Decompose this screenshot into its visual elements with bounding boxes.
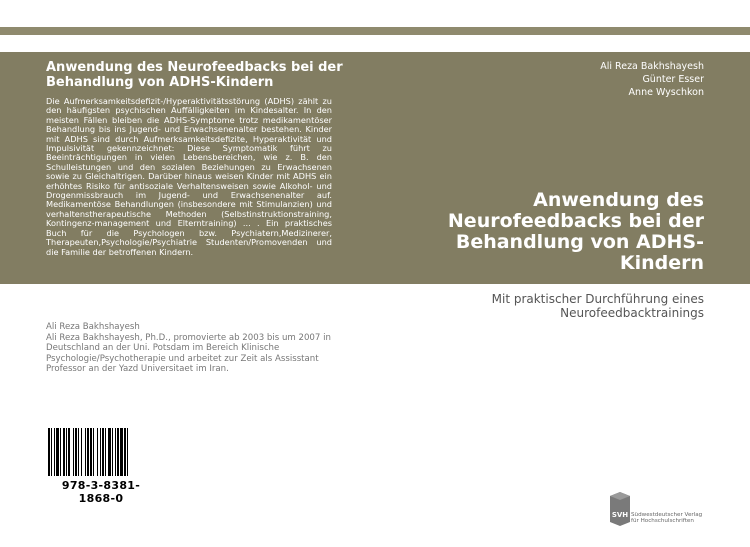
author-name: Ali Reza Bakhshayesh <box>600 61 704 72</box>
logo-text: SVH <box>611 511 629 519</box>
publisher-logo <box>608 492 718 528</box>
publisher-name-line2: für Hochschulschriften <box>631 518 694 525</box>
author-name: Anne Wyschkon <box>628 87 704 98</box>
front-cover-subtitle: Mit praktischer Durchführung eines Neurofeedbacktrainings <box>491 292 704 320</box>
top-stripe <box>0 27 750 35</box>
barcode-icon <box>46 428 156 478</box>
barcode <box>46 428 156 505</box>
author-name: Günter Esser <box>642 74 704 85</box>
publisher-name-line1: Südwestdeutscher Verlag <box>631 512 703 518</box>
author-bio <box>46 322 346 375</box>
author-bio-text: Ali Reza Bakhshayesh, Ph.D., promovierte ab 2003 bis um 2007 in Deutschland an der Uni. Potsdam im Bereich Klinische Psychologie/Psychotherapie und arbeitet zur Zeit als Assisstant Professor an der Yazd Universitaet im Iran. <box>46 332 331 375</box>
author-bio-name: Ali Reza Bakhshayesh <box>46 322 140 332</box>
back-cover-title: Anwendung des Neurofeedbacks bei der Behandlung von ADHS-Kindern <box>46 60 343 90</box>
back-cover-blurb: Die Aufmerksamkeitsdefizit-/Hyperaktivitätsstörung (ADHS) zählt zu den häufigsten psychischen Auffälligkeiten im Kindesalter. In den meisten Fällen bleiben die ADHS-Symptome trotz medikamentöser Behandlung bis ins Jugend- und Erwachsenenalter bestehen. Kinder mit ADHS sind durch Aufmerksamkeitsdefizite, Hyperaktivität und Impulsivität gekennzeichnet: Diese Symptomatik führt zu Beeinträchtigungen in vielen Lebensbereichen, wie z. B. den Schulleistungen und den sozialen Beziehungen zu Erwachsenen sowie zu Gleichaltrigen. Darüber hinaus weisen Kinder mit ADHS ein erhöhtes Risiko für antisoziale Verhaltensweisen sowie Alkohol- und Drogenmissbrauch im Jugend- und Erwachsenenalter auf. Medikamentöse Behandlungen (insbesondere mit Stimulanzien) und verhaltenstherapeutische Methoden (Selbstinstruktionstraining, Kontingenz-management und Elterntraining) ... . Ein praktisches Buch für die Psychologen bzw. Psychiatern,Medizinerer, Therapeuten,Psychologie/Psychiatrie Studenten/Promovenden und die Familie der betroffenen Kindern. <box>46 96 332 257</box>
publisher-name <box>631 512 702 525</box>
front-cover-title: Anwendung des Neurofeedbacks bei der Behandlung von ADHS-Kindern <box>447 189 704 274</box>
isbn-number: 978-3-8381-1868-0 <box>61 479 141 505</box>
svh-logo-icon <box>608 492 632 528</box>
author-list <box>600 60 704 99</box>
